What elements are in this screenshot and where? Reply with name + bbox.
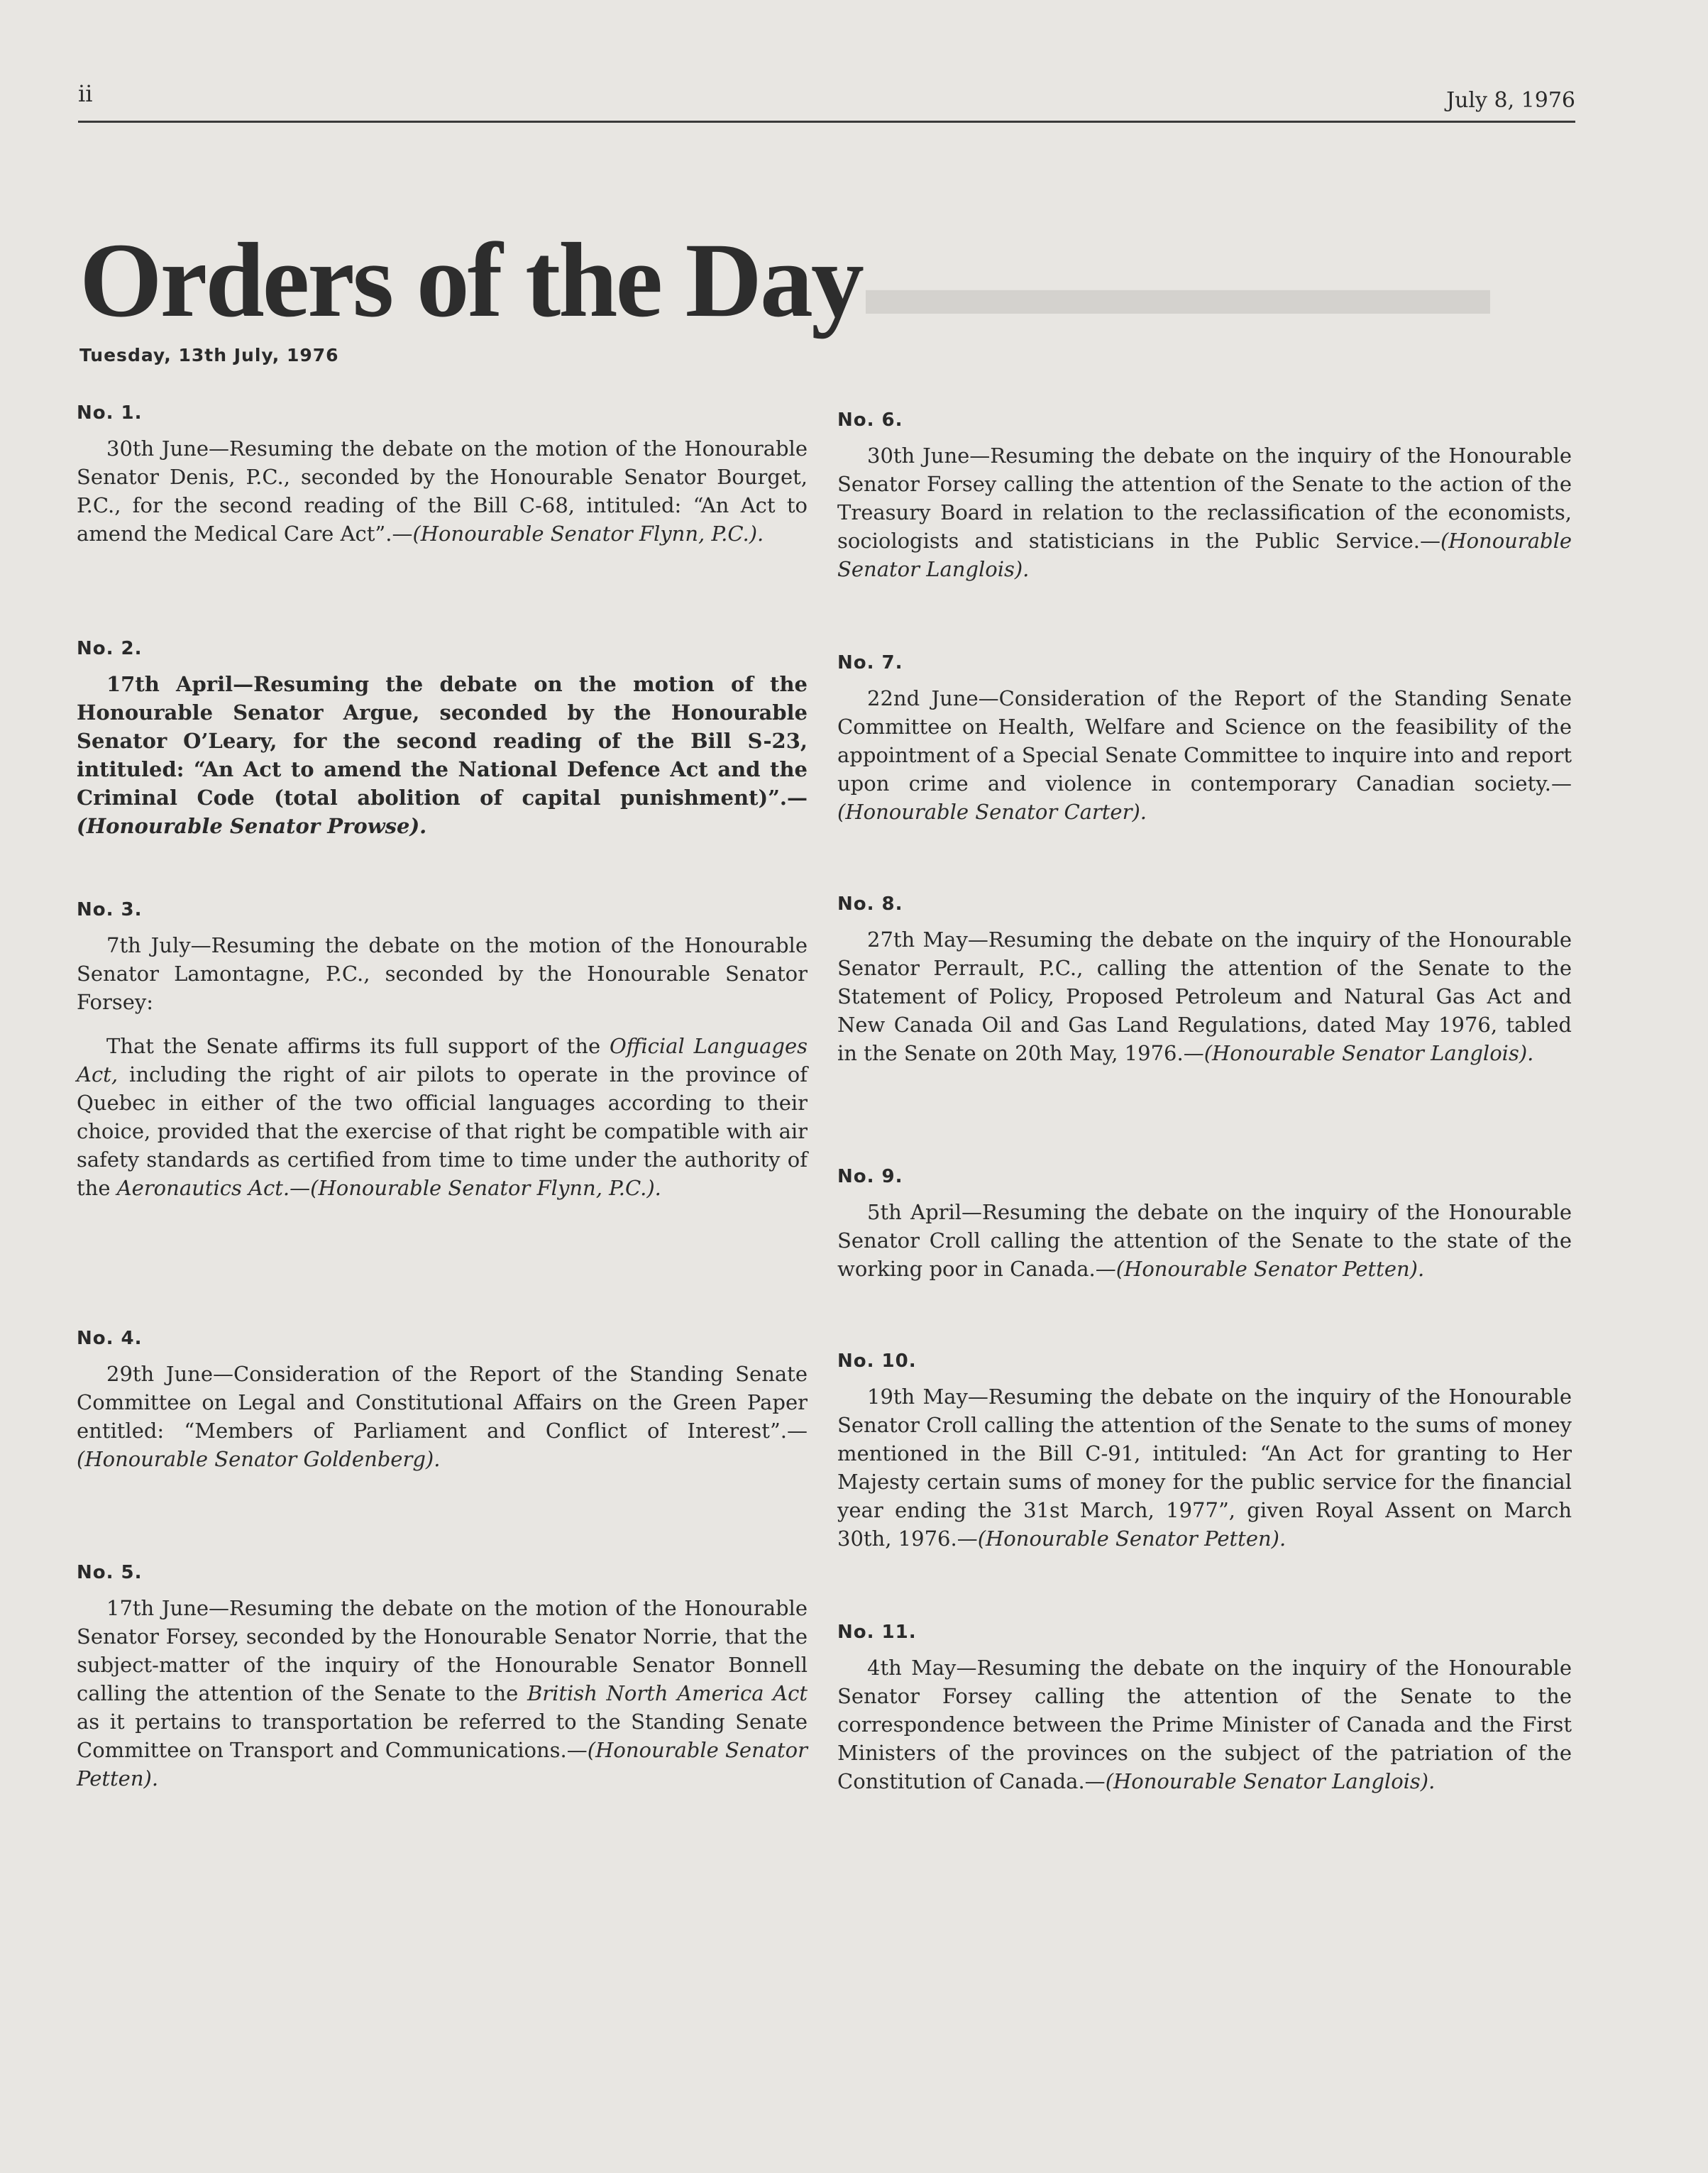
sitting-date: Tuesday, 13th July, 1976 — [79, 345, 339, 365]
order-reference: (Honourable Senator Langlois). — [1203, 1041, 1534, 1065]
order-reference: (Honourable Senator Langlois). — [1105, 1769, 1436, 1793]
page-header — [78, 79, 1575, 123]
order-item-9 — [837, 1164, 1572, 1283]
order-number: No. 8. — [837, 893, 903, 915]
order-number: No. 11. — [837, 1622, 917, 1643]
page-date: July 8, 1976 — [1446, 88, 1575, 113]
order-text: 17th April—Resuming the debate on the motion of the Honourable Senator Argue, seconded by the Honourable Senator O’Leary, for the second reading of the Bill S-23, intituled: “An Act to amend the National Defence Act and the Criminal Code (total abolition of capital punishment)”.—(Honourable Senator Prowse). — [77, 672, 808, 838]
order-item-5 — [77, 1560, 808, 1793]
order-text: 5th April—Resuming the debate on the inquiry of the Honourable Senator Croll calling the attention of the Senate to the state of the working poor in Canada.—(Honourable Senator Petten). — [837, 1200, 1572, 1281]
order-number: No. 3. — [77, 899, 143, 920]
order-text: 4th May—Resuming the debate on the inquiry of the Honourable Senator Forsey calling the attention of the Senate to the correspondence between the Prime Minister of Canada and the First Ministers of the provinces on the subject of the patriation of the Constitution of Canada.—(Honourable Senator Langlois). — [837, 1656, 1572, 1793]
order-number: No. 9. — [837, 1166, 903, 1187]
order-reference: (Honourable Senator Petten). — [977, 1526, 1286, 1551]
order-item-11 — [837, 1619, 1572, 1795]
order-reference: (Honourable Senator Carter). — [837, 800, 1147, 824]
order-text: 7th July—Resuming the debate on the motion of the Honourable Senator Lamontagne, P.C., seconded by the Honourable Senator Forsey: — [77, 933, 808, 1014]
motion-text: That the Senate affirms its full support of the Official Languages Act, including the right of air pilots to operate in the province of Quebec in either of the two official languages according to their choice, provided that the exercise of that right be compatible with air safety standards as certified from time to time under the authority of the Aeronautics Act.—(Honourable Senator Flynn, P.C.). — [77, 1034, 808, 1200]
order-item-3 — [77, 897, 808, 1202]
order-number: No. 5. — [77, 1562, 143, 1583]
order-text: 22nd June—Consideration of the Report of the Standing Senate Committee on Health, Welfare and Science on the feasibility of the appointment of a Special Senate Committee to inquire into and report upon crime and violence in contemporary Canadian society.—(Honourable Senator Carter). — [837, 686, 1572, 824]
order-number: No. 4. — [77, 1328, 143, 1349]
page-title: Orders of the Day — [79, 221, 862, 339]
order-reference: (Honourable Senator Petten). — [77, 1738, 808, 1790]
order-reference: (Honourable Senator Langlois). — [837, 529, 1572, 581]
order-reference: (Honourable Senator Flynn, P.C.). — [412, 522, 764, 546]
page-number: ii — [78, 80, 93, 107]
order-item-4 — [77, 1326, 808, 1473]
order-reference: (Honourable Senator Petten). — [1115, 1257, 1425, 1281]
order-reference: (Honourable Senator Goldenberg). — [77, 1447, 441, 1471]
order-number: No. 2. — [77, 638, 143, 659]
order-item-1 — [77, 400, 808, 548]
order-text: 30th June—Resuming the debate on the motion of the Honourable Senator Denis, P.C., seconded by the Honourable Senator Bourget, P.C., for the second reading of the Bill C-68, intituled: “An Act to amend the Medical Care Act”.—(Honourable Senator Flynn, P.C.). — [77, 436, 808, 546]
order-number: No. 1. — [77, 402, 143, 424]
order-text: 30th June—Resuming the debate on the inquiry of the Honourable Senator Forsey calling the attention of the Senate to the action of the Treasury Board in relation to the reclassification of the economists, sociologists and statisticians in the Public Service.—(Honourable Senator Langlois). — [837, 444, 1572, 581]
order-item-8 — [837, 891, 1572, 1067]
order-text: 29th June—Consideration of the Report of the Standing Senate Committee on Legal and Constitutional Affairs on the Green Paper entitled: “Members of Parliament and Conflict of Interest”.—(Honourable Senator Goldenberg). — [77, 1362, 808, 1471]
order-number: No. 6. — [837, 409, 903, 431]
order-reference: (Honourable Senator Prowse). — [77, 814, 427, 838]
bleed-through-decoration: ▬▬▬▬▬▬▬▬ — [866, 244, 1490, 331]
order-item-6 — [837, 407, 1572, 583]
order-reference: —(Honourable Senator Flynn, P.C.). — [290, 1176, 661, 1200]
order-number: No. 7. — [837, 652, 903, 673]
order-number: No. 10. — [837, 1350, 917, 1372]
order-item-10 — [837, 1348, 1572, 1553]
order-item-2 — [77, 636, 808, 840]
order-item-7 — [837, 650, 1572, 826]
order-text: 17th June—Resuming the debate on the motion of the Honourable Senator Forsey, seconded by the Honourable Senator Norrie, that the subject-matter of the inquiry of the Honourable Senator Bonnell calling the attention of the Senate to the British North America Act as it pertains to transportation be referred to the Standing Senate Committee on Transport and Communications.—(Honourable Senator Petten). — [77, 1596, 808, 1790]
order-text: 27th May—Resuming the debate on the inquiry of the Honourable Senator Perrault, P.C., calling the attention of the Senate to the Statement of Policy, Proposed Petroleum and Natural Gas Act and New Canada Oil and Gas Land Regulations, dated May 1976, tabled in the Senate on 20th May, 1976.—(Honourable Senator Langlois). — [837, 928, 1572, 1065]
order-text: 19th May—Resuming the debate on the inquiry of the Honourable Senator Croll calling the attention of the Senate to the sums of money mentioned in the Bill C-91, intituled: “An Act for granting to Her Majesty certain sums of money for the public service for the financial year ending the 31st March, 1977”, given Royal Assent on March 30th, 1976.—(Honourable Senator Petten). — [837, 1385, 1572, 1551]
